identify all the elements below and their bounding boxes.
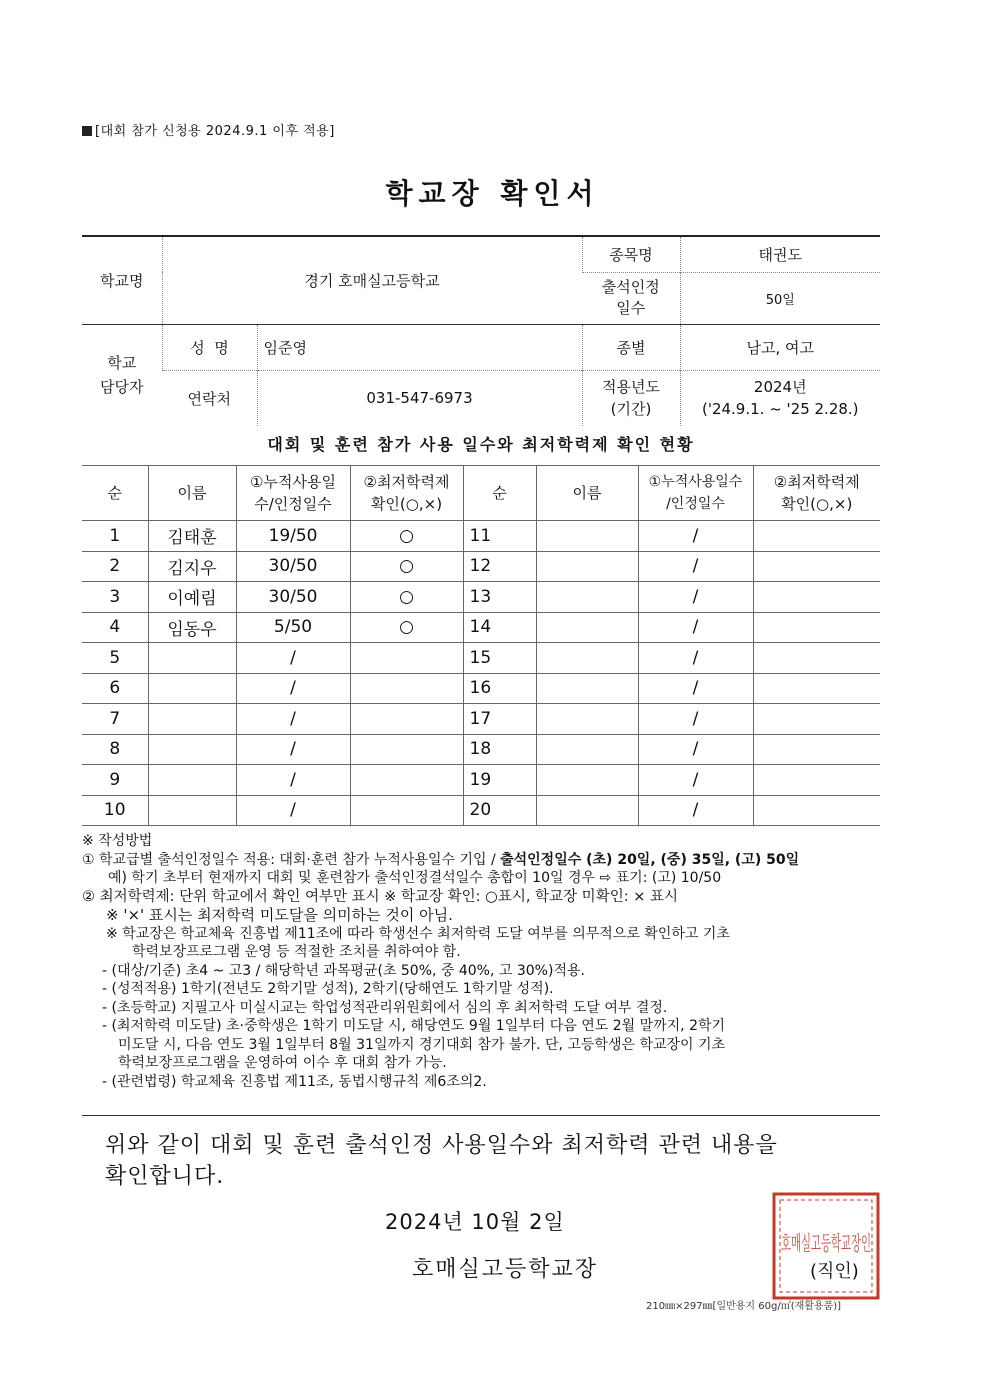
- note-8-cont2: 학력보장프로그램을 운영하여 이수 후 대회 참가 가능.: [118, 1055, 447, 1071]
- row-days: 5/50: [236, 612, 350, 643]
- row-name-right: [536, 704, 638, 735]
- row-no-right: 14: [463, 612, 536, 643]
- table-row: [82, 795, 880, 826]
- note-1: ① 학교급별 출석인정일수 적용: 대회·훈련 참가 누적사용일수 기입 / 출석인정일수 (초) 20일, (중) 35일, (고) 50일: [82, 851, 800, 868]
- row-name: 이예림: [148, 582, 236, 613]
- row-days-right: /: [638, 734, 753, 765]
- table-row: [82, 521, 880, 552]
- row-name: [148, 795, 236, 826]
- row-days-right: /: [638, 612, 753, 643]
- row-days-right: /: [638, 582, 753, 613]
- row-no: 7: [82, 704, 148, 735]
- col-name: 이름: [148, 466, 236, 521]
- row-days-right: /: [638, 643, 753, 674]
- contact-label: 연락처: [162, 370, 257, 426]
- row-check: [350, 734, 463, 765]
- row-name-right: [536, 643, 638, 674]
- row-check-right: [753, 643, 880, 674]
- school-name: 경기 호매실고등학교: [162, 236, 582, 324]
- notes-heading: ※ 작성방법: [82, 833, 153, 849]
- note-8-cont: 미도달 시, 다음 연도 3월 1일부터 8월 31일까지 경기대회 참가 불가. 단, 고등학생은 학교장이 기초: [118, 1036, 726, 1053]
- row-check: [350, 704, 463, 735]
- roster-table: [82, 465, 880, 826]
- row-name: [148, 765, 236, 796]
- col-days: ①누적사용일 수/인정일수: [236, 466, 350, 521]
- row-days-right: /: [638, 704, 753, 735]
- row-no: 6: [82, 673, 148, 704]
- row-name: [148, 704, 236, 735]
- year-label: 적용년도 (기간): [582, 370, 680, 426]
- row-name-right: [536, 582, 638, 613]
- gender-value: 남고, 여고: [680, 324, 880, 370]
- row-name-right: [536, 734, 638, 765]
- seal-label: (직인): [810, 1261, 859, 1282]
- info-table: [82, 235, 880, 426]
- row-days-right: /: [638, 673, 753, 704]
- table-row: [82, 643, 880, 674]
- contact-value: 031-547-6973: [257, 370, 582, 426]
- row-no: 10: [82, 795, 148, 826]
- row-no-right: 11: [463, 521, 536, 552]
- row-name-right: [536, 551, 638, 582]
- table-row: [82, 765, 880, 796]
- row-check: [350, 643, 463, 674]
- col-no-right: 순: [463, 466, 536, 521]
- row-name: [148, 643, 236, 674]
- row-check: [350, 795, 463, 826]
- row-no-right: 20: [463, 795, 536, 826]
- row-check-right: [753, 551, 880, 582]
- row-check-right: [753, 612, 880, 643]
- row-days-right: /: [638, 551, 753, 582]
- official-seal-icon: [770, 1190, 882, 1306]
- gender-label: 종별: [582, 324, 680, 370]
- row-no: 5: [82, 643, 148, 674]
- note-5: - (대상/기준) 초4 ~ 고3 / 해당학년 과목평균(초 50%, 중 40%, 고 30%)적용.: [102, 962, 585, 979]
- row-days-right: /: [638, 521, 753, 552]
- table-row: [82, 734, 880, 765]
- table-row: [82, 551, 880, 582]
- row-no: 2: [82, 551, 148, 582]
- row-days: /: [236, 704, 350, 735]
- form-tag: [대회 참가 신청용 2024.9.1 이후 적용]: [82, 120, 335, 139]
- col-days-right: ①누적사용일수 /인정일수: [638, 466, 753, 521]
- row-check-right: [753, 795, 880, 826]
- row-no: 3: [82, 582, 148, 613]
- event-value: 태권도: [680, 236, 880, 272]
- note-3: ※ '×' 표시는 최저학력 미도달을 의미하는 것이 아님.: [106, 906, 453, 924]
- row-no-right: 18: [463, 734, 536, 765]
- row-check-right: [753, 673, 880, 704]
- seal-text: 호매실고등학교장인: [781, 1231, 871, 1255]
- row-check-right: [753, 734, 880, 765]
- row-days: 30/50: [236, 582, 350, 613]
- roster-subtitle: 대회 및 훈련 참가 사용 일수와 최저학력제 확인 현황: [267, 435, 695, 454]
- table-row: [82, 704, 880, 735]
- col-no: 순: [82, 466, 148, 521]
- school-name-label: 학교명: [100, 271, 144, 290]
- manager-label: 학교 담당자: [82, 324, 162, 426]
- row-name-right: [536, 765, 638, 796]
- row-no: 9: [82, 765, 148, 796]
- row-name: [148, 734, 236, 765]
- issue-date: 2024년 10월 2일: [385, 1210, 565, 1234]
- row-no: 8: [82, 734, 148, 765]
- confirmation-text: 위와 같이 대회 및 훈련 출석인정 사용일수와 최저학력 관련 내용을 확인합니다.: [105, 1133, 778, 1189]
- col-check: ②최저학력제 확인(○,×): [350, 466, 463, 521]
- row-check-right: [753, 765, 880, 796]
- row-no: 1: [82, 521, 148, 552]
- row-name: [148, 673, 236, 704]
- instructions: [82, 832, 882, 1091]
- row-check-right: [753, 704, 880, 735]
- row-days: /: [236, 643, 350, 674]
- row-check-right: [753, 521, 880, 552]
- row-check: ○: [350, 521, 463, 552]
- year-value: 2024년 ('24.9.1. ~ '25 2.28.): [680, 370, 880, 426]
- row-days: 19/50: [236, 521, 350, 552]
- row-name-right: [536, 673, 638, 704]
- note-4-cont: 학력보장프로그램 운영 등 적절한 조치를 취하여야 함.: [132, 944, 461, 960]
- row-check: [350, 673, 463, 704]
- row-no-right: 15: [463, 643, 536, 674]
- col-check-right: ②최저학력제 확인(○,×): [753, 466, 880, 521]
- note-7: - (초등학교) 지필고사 미실시교는 학업성적관리위원회에서 심의 후 최저학력 도달 여부 결정.: [102, 999, 668, 1016]
- paper-spec: 210㎜×297㎜[일반용지 60g/㎡(재활용품)]: [646, 1301, 842, 1312]
- row-no-right: 16: [463, 673, 536, 704]
- row-check: ○: [350, 582, 463, 613]
- row-name-right: [536, 795, 638, 826]
- row-days: /: [236, 673, 350, 704]
- note-6: - (성적적용) 1학기(전년도 2학기말 성적), 2학기(당해연도 1학기말 성적).: [102, 981, 554, 997]
- note-8: - (최저학력 미도달) 초·중학생은 1학기 미도달 시, 해당연도 9월 1일부터 다음 연도 2월 말까지, 2학기: [102, 1018, 726, 1034]
- row-no: 4: [82, 612, 148, 643]
- page-title: 학교장 확인서: [385, 177, 600, 210]
- table-row: [82, 582, 880, 613]
- note-9: - (관련법령) 학교체육 진흥법 제11조, 동법시행규칙 제6조의2.: [102, 1073, 487, 1090]
- row-name: 김태훈: [148, 521, 236, 552]
- signer: 호매실고등학교장: [412, 1257, 599, 1282]
- row-check: [350, 765, 463, 796]
- attendance-label: 출석인정 일수: [582, 272, 680, 324]
- row-no-right: 19: [463, 765, 536, 796]
- row-name: 김지우: [148, 551, 236, 582]
- note-2: ② 최저학력제: 단위 학교에서 확인 여부만 표시 ※ 학교장 확인: ○표시, 학교장 미확인: × 표시: [82, 888, 678, 905]
- row-name-right: [536, 612, 638, 643]
- row-days-right: /: [638, 765, 753, 796]
- name-label: 성 명: [162, 324, 257, 370]
- row-no-right: 17: [463, 704, 536, 735]
- note-1-example: 예) 학기 초부터 현재까지 대회 및 훈련참가 출석인정결석일수 총합이 10일 경우 ⇨ 표기: (고) 10/50: [108, 870, 722, 886]
- notes-bottom-rule: [82, 1115, 880, 1116]
- table-row: [82, 673, 880, 704]
- table-row: [82, 612, 880, 643]
- row-name-right: [536, 521, 638, 552]
- note-4: ※ 학교장은 학교체육 진흥법 제11조에 따라 학생선수 최저학력 도달 여부를 의무적으로 확인하고 기초: [106, 925, 730, 942]
- row-check: ○: [350, 612, 463, 643]
- row-days: 30/50: [236, 551, 350, 582]
- row-no-right: 12: [463, 551, 536, 582]
- row-no-right: 13: [463, 582, 536, 613]
- event-label: 종목명: [582, 236, 680, 272]
- row-days: /: [236, 734, 350, 765]
- row-days-right: /: [638, 795, 753, 826]
- manager-name: 임준영: [257, 324, 582, 370]
- row-name: 임동우: [148, 612, 236, 643]
- square-bullet-icon: [82, 126, 92, 136]
- attendance-days: 50일: [680, 272, 880, 324]
- row-check: ○: [350, 551, 463, 582]
- row-days: /: [236, 795, 350, 826]
- row-check-right: [753, 582, 880, 613]
- row-days: /: [236, 765, 350, 796]
- col-name-right: 이름: [536, 466, 638, 521]
